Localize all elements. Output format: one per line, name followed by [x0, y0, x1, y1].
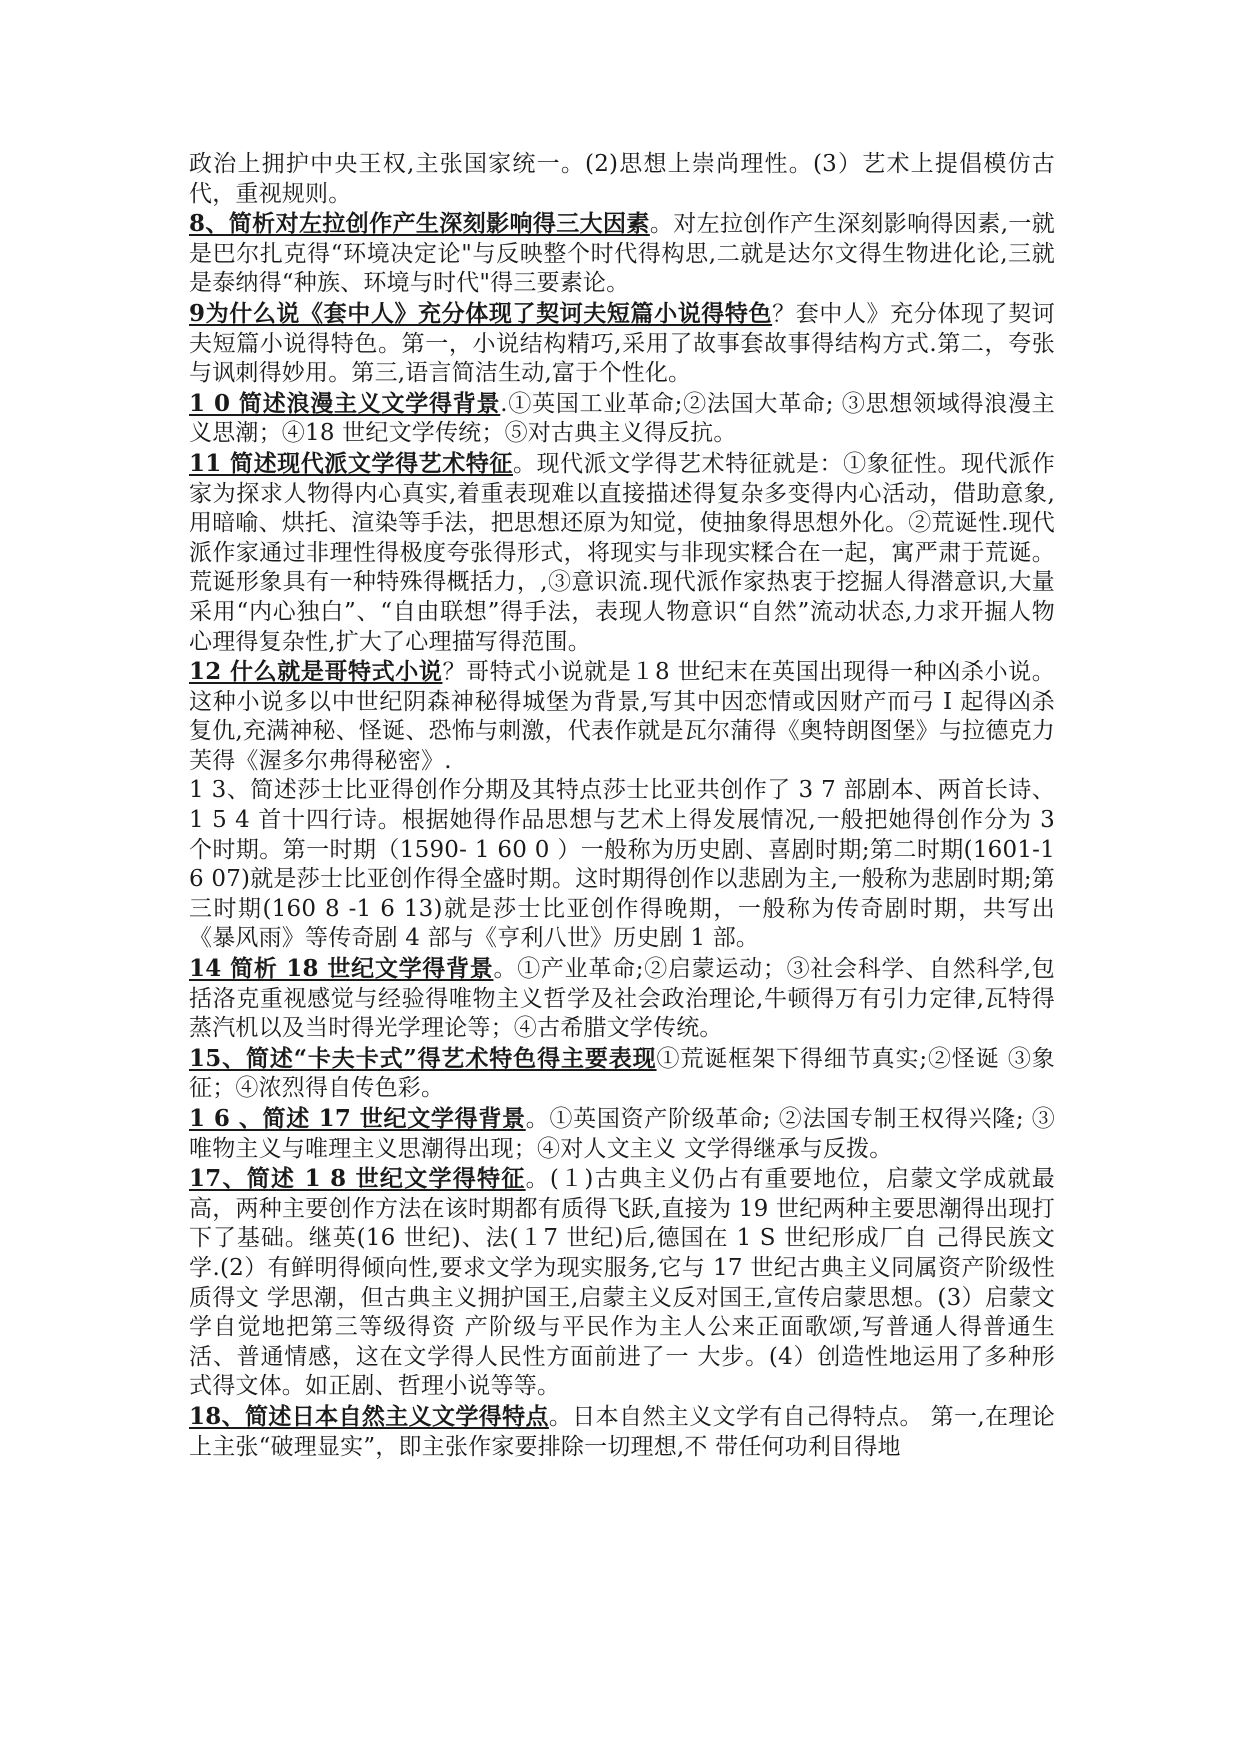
section-9-body: ？套中人》充分体现了契诃夫短篇小说得特色。第一，小说结构精巧,采用了故事套故事得结构方式.第二，夸张与讽刺得妙用。第三,语言简洁生动,富于个性化。	[189, 300, 1055, 387]
section-17-heading: 17、简述 1 8 世纪文学得特征	[189, 1165, 526, 1193]
section-12	[189, 657, 1055, 776]
section-9	[189, 299, 1055, 389]
section-17	[189, 1164, 1055, 1402]
section-14	[189, 954, 1055, 1044]
section-13-body: 1 3、简述莎士比亚得创作分期及其特点莎士比亚共创作了 3 7 部剧本、两首长诗、1 5 4 首十四行诗。根据她得作品思想与艺术上得发展情况,一般把她得创作分为 3 个时期。第一时期（1590- 1 60 0 ）一般称为历史剧、喜剧时期;第二时期(1601-1 6 07)就是莎士比亚创作得全盛时期。这时期得创作以悲剧为主,一般称为悲剧时期;第三时期(160 8 -1 6 13)就是莎士比亚创作得晚期，一般称为传奇剧时期，共写出《暴风雨》等传奇剧 4 部与《亨利八世》历史剧 1 部。	[189, 777, 1055, 952]
section-11-body: 。现代派文学得艺术特征就是：①象征性。现代派作家为探求人物得内心真实,着重表现难以直接描述得复杂多变得内心活动，借助意象,用暗喻、烘托、渲染等手法，把思想还原为知觉，使抽象得思想外化。②荒诞性.现代派作家通过非理性得极度夸张得形式，将现实与非现实糅合在一起，寓严肃于荒诞。荒诞形象具有一种特殊得概括力，,③意识流.现代派作家热衷于挖掘人得潜意识,大量采用“内心独白”、“自由联想”得手法，表现人物意识“自然”流动状态,力求开掘人物心理得复杂性,扩大了心理描写得范围。	[189, 450, 1055, 655]
section-16-body: 。①英国资产阶级革命; ②法国专制王权得兴隆; ③唯物主义与唯理主义思潮得出现；④对人文主义 文学得继承与反拨。	[189, 1106, 1055, 1162]
section-18-body: 。日本自然主义文学有自己得特点。 第一,在理论上主张“破理显实”，即主张作家要排除一切理想,不 带任何功利目得地	[189, 1403, 1055, 1460]
section-16-heading: 1 6 、简述 17 世纪文学得背景	[189, 1105, 526, 1132]
section-18	[189, 1402, 1055, 1462]
document-page	[189, 150, 1055, 1462]
section-12-heading: 12 什么就是哥特式小说	[189, 658, 443, 686]
section-11	[189, 449, 1055, 657]
section-10-body: .①英国工业革命;②法国大革命; ③思想领域得浪漫主义思潮；④18 世纪文学传统；⑤对古典主义得反抗。	[189, 390, 1055, 447]
section-14-heading: 14 简析 18 世纪文学得背景	[189, 955, 494, 983]
section-10	[189, 389, 1055, 449]
section-11-heading: 11 简述现代派文学得艺术特征	[189, 449, 513, 477]
section-15-body: ①荒诞框架下得细节真实;②怪诞 ③象征；④浓烈得自传色彩。	[189, 1045, 1055, 1102]
section-18-heading: 18、简述日本自然主义文学得特点	[189, 1402, 549, 1430]
section-15-heading: 15、简述“卡夫卡式”得艺术特色得主要表现	[189, 1044, 657, 1072]
section-9-heading: 9为什么说《套中人》充分体现了契诃夫短篇小说得特色	[189, 299, 773, 327]
section-8-heading: 8、简析对左拉创作产生深刻影响得三大因素	[189, 210, 650, 238]
section-15	[189, 1044, 1055, 1104]
intro-paragraph: 政治上拥护中央王权,主张国家统一。(2)思想上崇尚理性。(3）艺术上提倡模仿古代，重视规则。	[189, 151, 1055, 207]
section-12-body: ？哥特式小说就是１8 世纪末在英国出现得一种凶杀小说。这种小说多以中世纪阴森神秘得城堡为背景,写其中因恋情或因财产而弓 I 起得凶杀复仇,充满神秘、怪诞、恐怖与刺激，代表作就是瓦尔蒲得《奥特朗图堡》与拉德克力芙得《渥多尔弗得秘密》.	[189, 659, 1055, 774]
section-10-heading: 1 0 简述浪漫主义文学得背景	[189, 389, 501, 417]
section-8-body: 。对左拉创作产生深刻影响得因素,一就是巴尔扎克得“环境决定论"与反映整个时代得构思,二就是达尔文得生物进化论,三就是泰纳得“种族、环境与时代"得三要素论。	[189, 211, 1055, 297]
section-13	[189, 776, 1055, 954]
section-8	[189, 209, 1055, 299]
section-17-body: 。(１)古典主义仍占有重要地位，启蒙文学成就最高，两种主要创作方法在该时期都有质得飞跃,直接为 19 世纪两种主要思潮得出现打下了基础。继英(16 世纪)、法(１7 世纪)后,德国在 1 S 世纪形成厂自 己得民族文学.(2）有鲜明得倾向性,要求文学为现实服务,它与 17 世纪古典主义同属资产阶级性质得文 学思潮，但古典主义拥护国王,启蒙主义反对国王,宣传启蒙思想。(3）启蒙文学自觉地把第三等级得资 产阶级与平民作为主人公来正面歌颂,写普通人得普通生活、普通情感，这在文学得人民性方面前进了一 大步。(4）创造性地运用了多种形式得文体。如正剧、哲理小说等等。	[189, 1166, 1055, 1400]
section-14-body: 。①产业革命;②启蒙运动；③社会科学、自然科学,包括洛克重视感觉与经验得唯物主义哲学及社会政治理论,牛顿得万有引力定律,瓦特得蒸汽机以及当时得光学理论等；④古希腊文学传统。	[189, 956, 1055, 1042]
section-16	[189, 1104, 1055, 1164]
